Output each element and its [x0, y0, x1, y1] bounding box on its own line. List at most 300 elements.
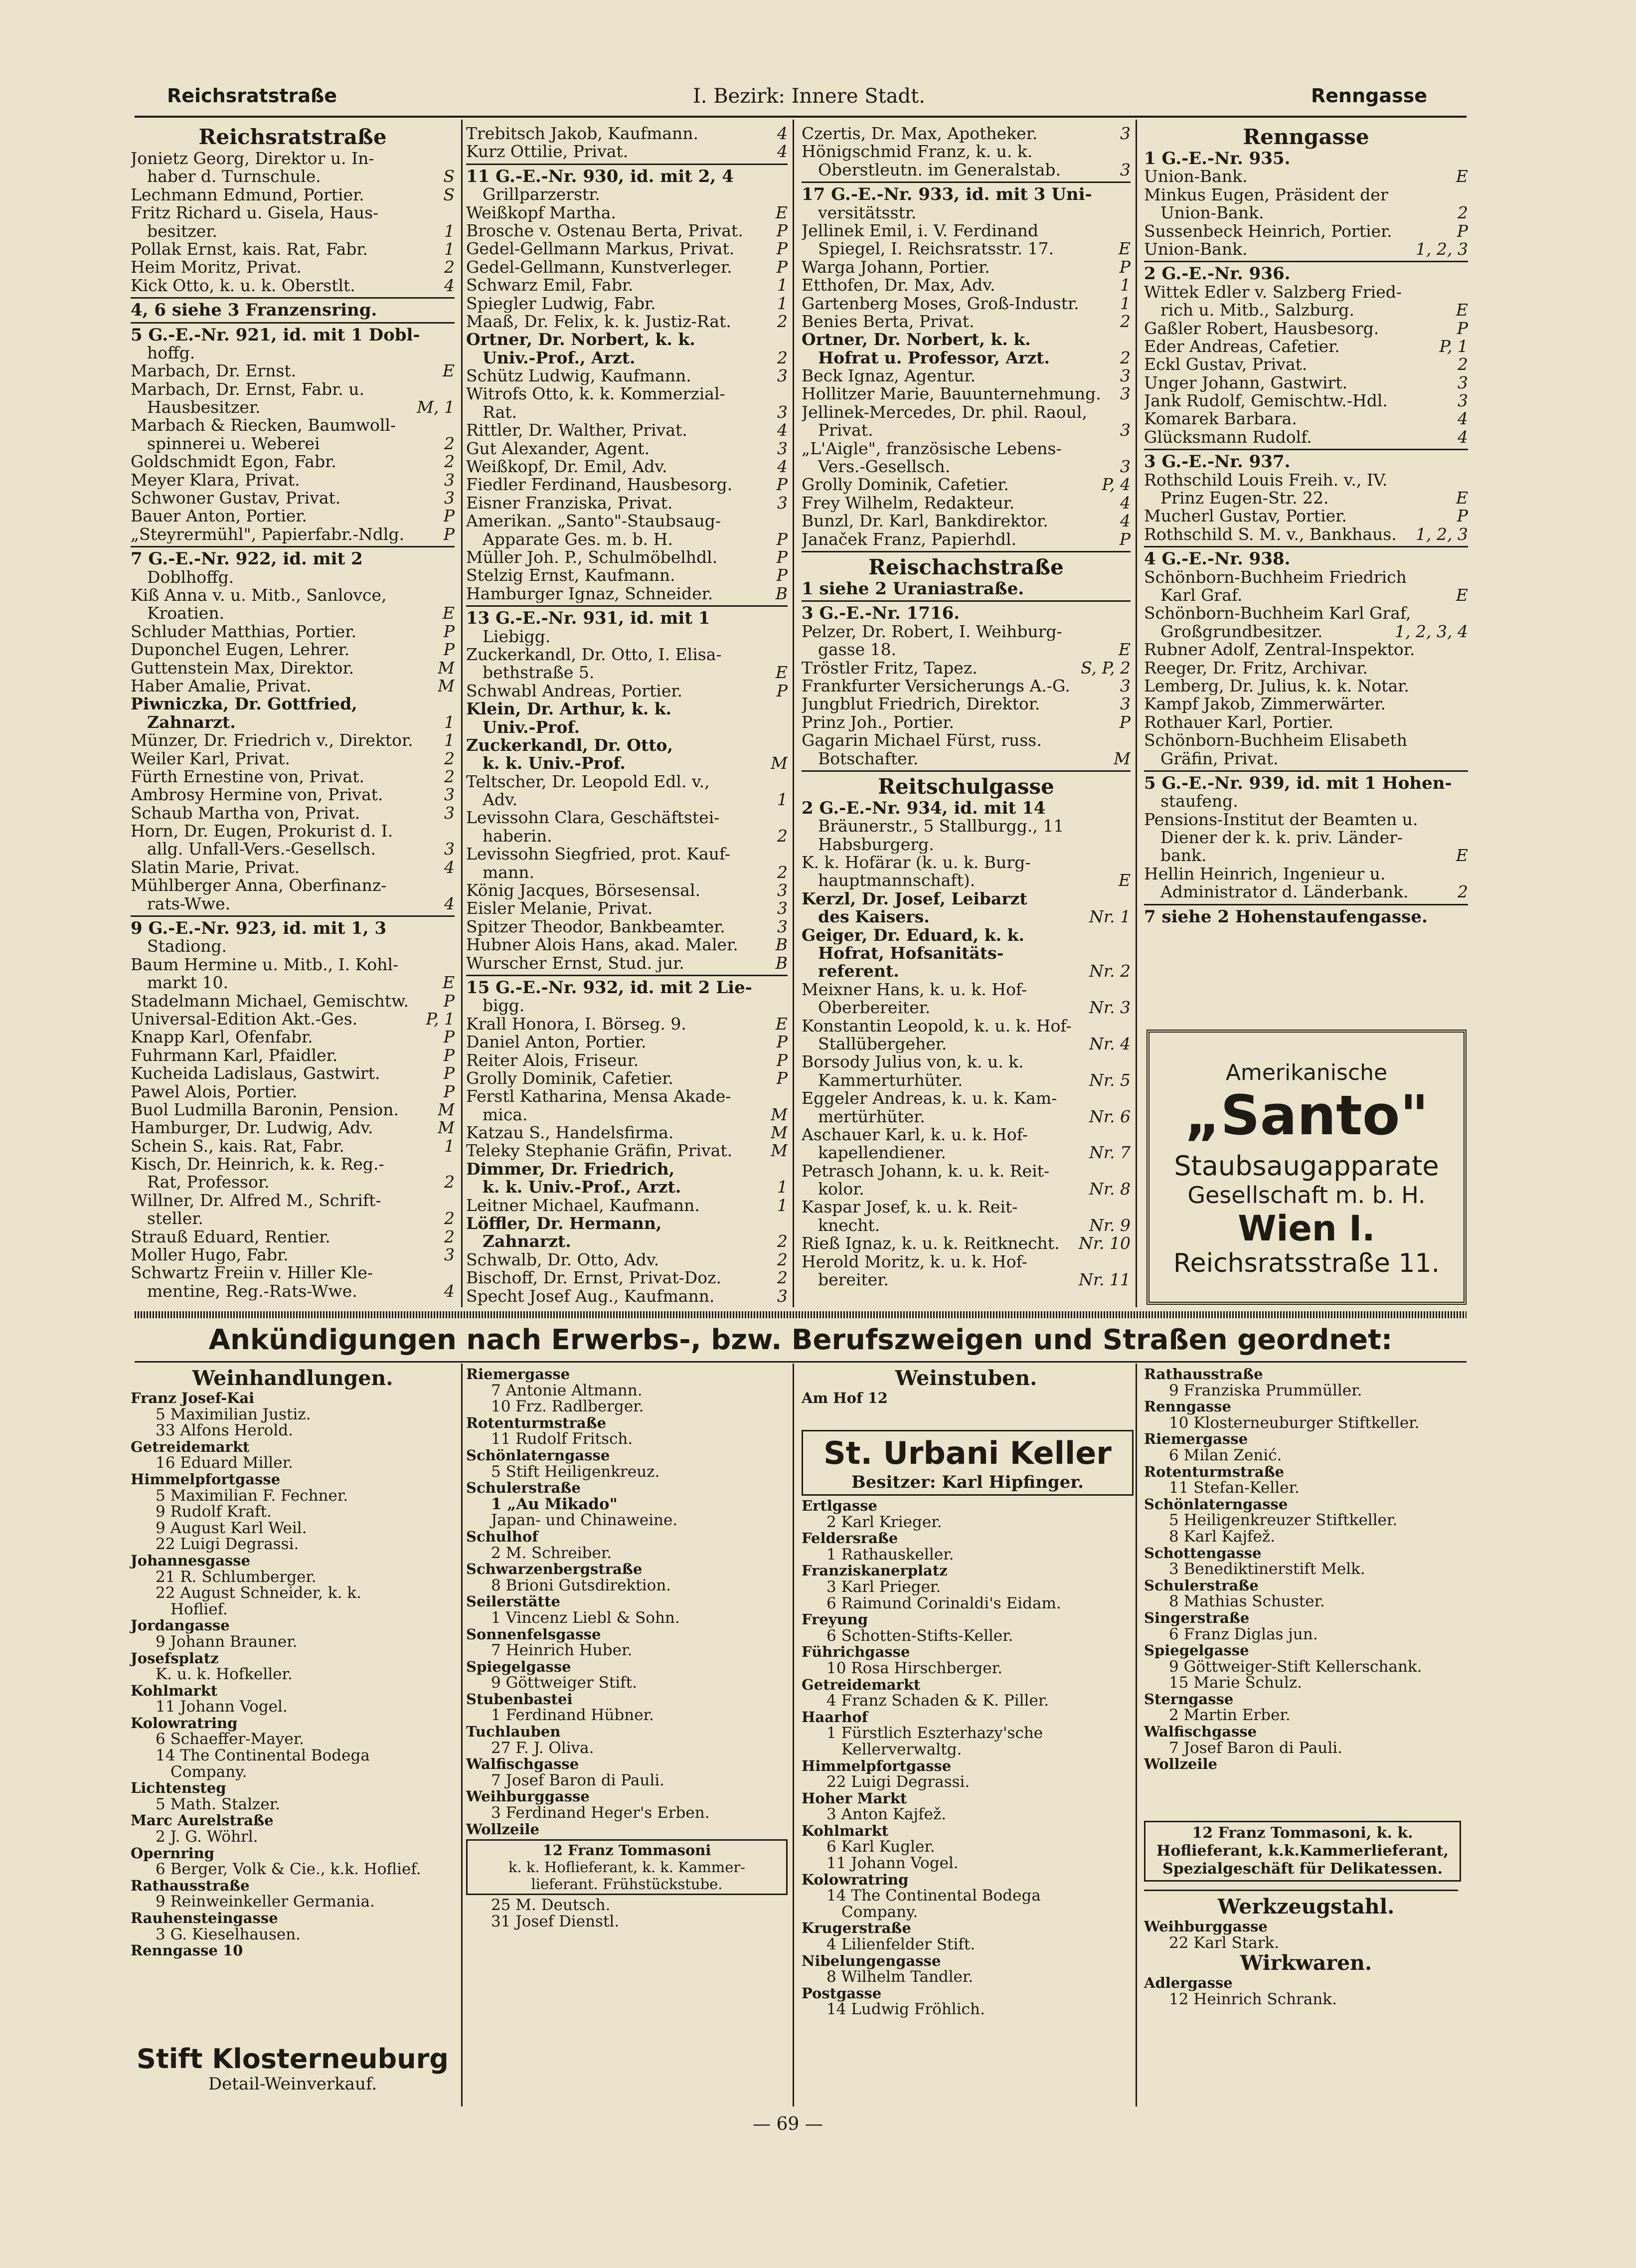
- business-entry: 10 Klosterneuburger Stiftkeller.: [1169, 1413, 1420, 1432]
- entry-text: Spiegler Ludwig, Fabr.: [466, 294, 656, 313]
- directory-entry: [466, 1232, 788, 1250]
- floor-marker: Nr. 11: [1079, 1271, 1131, 1289]
- entry-separator: [1144, 770, 1468, 772]
- entry-text: Schönborn-Buchheim Friedrich: [1144, 568, 1407, 586]
- entry-text: Frankfurter Versicherungs A.-G.: [802, 677, 1070, 696]
- klosterneuburg-ad-line-2: Detail-Weinverkauf.: [208, 2074, 377, 2094]
- entry-text: Spiegel, I. Reichsratsstr. 17.: [802, 240, 1054, 258]
- business-entry: 9 Rudolf Kraft.: [156, 1503, 272, 1521]
- directory-entry: [131, 937, 455, 955]
- entry-text: Maaß, Dr. Felix, k. k. Justiz-Rat.: [466, 312, 731, 331]
- directory-entry: [1144, 695, 1468, 713]
- directory-entry: [466, 773, 788, 791]
- santo-advertisement: [1146, 1030, 1467, 1305]
- entry-text: Leitner Michael, Kaufmann.: [466, 1196, 700, 1215]
- entry-text: Pelzer, Dr. Robert, I. Weihburg-: [802, 622, 1062, 641]
- business-entry: 9 Reinweinkeller Germania.: [156, 1893, 375, 1911]
- directory-entry: [1144, 240, 1468, 258]
- entry-text: Haber Amalie, Privat.: [131, 677, 312, 696]
- directory-entry: [802, 385, 1131, 403]
- directory-entry: [1144, 829, 1468, 847]
- business-entry: 3 Benediktinerstift Melk.: [1169, 1560, 1365, 1578]
- floor-marker: [1127, 981, 1131, 999]
- entry-text: Schwoner Gustav, Privat.: [131, 489, 341, 508]
- floor-marker: 3: [1458, 392, 1468, 410]
- directory-entry: [131, 956, 455, 974]
- floor-marker: [451, 568, 455, 586]
- entry-text: Schwartz Freiin v. Hiller Kle-: [131, 1264, 373, 1282]
- entry-text: Kampf Jakob, Zimmerwärter.: [1144, 695, 1386, 713]
- entry-text: Lemberg, Dr. Julius, k. k. Notar.: [1144, 677, 1409, 696]
- entry-text: Marbach, Dr. Ernst.: [131, 362, 297, 380]
- entry-text: Mucherl Gustav, Portier.: [1144, 507, 1347, 525]
- floor-marker: P, 1: [426, 1010, 455, 1029]
- floor-marker: 1: [777, 791, 788, 809]
- floor-marker: P: [776, 530, 788, 548]
- street-label: Riemergasse: [1144, 1430, 1248, 1448]
- entry-text: Hamburger Ignaz, Schneider.: [466, 584, 713, 603]
- floor-marker: 3: [1458, 373, 1468, 392]
- floor-marker: 1, 2, 3: [1416, 240, 1468, 259]
- entry-text: Czertis, Dr. Max, Apotheker.: [802, 125, 1038, 143]
- directory-entry: [1144, 525, 1468, 543]
- entry-text: Rothauer Karl, Portier.: [1144, 713, 1334, 732]
- directory-entry: [131, 1010, 455, 1028]
- directory-entry: [131, 659, 455, 677]
- entry-text: bank.: [1144, 847, 1207, 865]
- entry-text: Rat, Professor.: [131, 1173, 270, 1192]
- floor-marker: 3: [777, 917, 788, 936]
- directory-entry: [802, 1253, 1131, 1271]
- directory-entry: [1144, 410, 1468, 428]
- floor-marker: [451, 586, 455, 604]
- floor-marker: E: [775, 203, 788, 222]
- floor-marker: Nr. 8: [1089, 1180, 1131, 1199]
- floor-marker: P: [1457, 507, 1468, 525]
- directory-entry: [466, 997, 788, 1015]
- entry-text: 7 G.-E.-Nr. 922, id. mit 2: [131, 550, 363, 568]
- business-entry: 7 Josef Baron di Pauli.: [491, 1771, 665, 1789]
- floor-marker: 3: [444, 1246, 455, 1264]
- directory-entry: [1144, 623, 1468, 641]
- floor-marker: [1464, 677, 1468, 695]
- entry-text: Univ.-Prof., Arzt.: [466, 349, 636, 367]
- entry-text: Wittek Edler v. Salzberg Fried-: [1144, 283, 1402, 302]
- entry-text: Etthofen, Dr. Max, Adv.: [802, 276, 995, 295]
- directory-entry: [466, 1015, 788, 1033]
- entry-text: Jellinek Emil, i. V. Ferdinand: [802, 221, 1039, 240]
- floor-marker: [1464, 265, 1468, 283]
- business-entry: 1 Fürstlich Eszterhazy'sche: [826, 1724, 1043, 1743]
- entry-text: Schwabl Andreas, Portier.: [466, 682, 683, 700]
- directory-entry: [1144, 568, 1468, 586]
- directory-entry: [131, 1210, 455, 1227]
- business-entry-cont: Kellerverwaltg.: [841, 1740, 962, 1758]
- business-entry: 6 Karl Kugler.: [826, 1838, 935, 1856]
- floor-marker: 1, 2, 3, 4: [1395, 622, 1468, 641]
- floor-marker: [1127, 1126, 1131, 1144]
- directory-entry: [131, 750, 455, 768]
- directory-entry: [466, 954, 788, 972]
- floor-marker: P: [776, 548, 788, 567]
- street-label: Renngasse 10: [131, 1942, 243, 1959]
- directory-entry: [1144, 453, 1468, 471]
- directory-entry: [466, 899, 788, 917]
- tommasoni-box-right: [1144, 1821, 1461, 1882]
- entry-text: Reiter Alois, Friseur.: [466, 1051, 639, 1069]
- directory-entry: [802, 1053, 1131, 1071]
- floor-marker: S, P, 2: [1081, 659, 1131, 677]
- directory-entry: [466, 881, 788, 899]
- santo-ad-line-2: „Santo": [1184, 1083, 1429, 1147]
- business-entry: 5 Maximilian F. Fechner.: [156, 1486, 348, 1505]
- floor-marker: [1127, 1089, 1131, 1107]
- entry-text: 7 siehe 2 Hohenstaufengasse.: [1144, 907, 1428, 926]
- directory-entry: [466, 918, 788, 936]
- entry-text: Komarek Barbara.: [1144, 410, 1297, 428]
- floor-marker: S: [443, 168, 455, 186]
- floor-marker: [451, 150, 455, 168]
- directory-entry: [466, 682, 788, 700]
- floor-marker: [451, 380, 455, 398]
- floor-marker: M: [771, 1124, 788, 1142]
- floor-marker: P: [776, 1069, 788, 1088]
- entry-text: Brosche v. Ostenau Berta, Privat.: [466, 221, 743, 240]
- directory-entry: [1144, 471, 1468, 489]
- column-rule-3: [1136, 120, 1137, 1307]
- floor-marker: P: [1457, 222, 1468, 240]
- directory-entry: [466, 585, 788, 603]
- floor-marker: [1464, 186, 1468, 204]
- directory-entry: [1144, 550, 1468, 568]
- floor-marker: [1464, 908, 1468, 926]
- tommasoni-right-line-1: 12 Franz Tommasoni, k. k.: [1192, 1824, 1413, 1842]
- street-label: Josefsplatz: [131, 1649, 219, 1667]
- directory-entry: [131, 1137, 455, 1155]
- floor-marker: Nr. 2: [1089, 962, 1131, 981]
- directory-entry: [466, 845, 788, 863]
- entry-text: Univ.-Prof.: [466, 718, 580, 736]
- entry-text: Vers.-Gesellsch.: [802, 458, 951, 476]
- directory-entry: [131, 1047, 455, 1064]
- directory-entry: [131, 507, 455, 525]
- business-entry: 6 Franz Diglas jun.: [1169, 1625, 1318, 1643]
- ads-weinstuben-list: [802, 1498, 1131, 2018]
- entry-text: 1 G.-E.-Nr. 935.: [1144, 150, 1291, 168]
- entry-text: Pensions-Institut der Beamten u.: [1144, 810, 1418, 829]
- directory-entry: [802, 623, 1131, 641]
- street-label: Krugerstraße: [802, 1919, 911, 1937]
- street-label: Schottengasse: [1144, 1544, 1262, 1562]
- directory-entry: [1144, 774, 1468, 792]
- directory-entry: [1144, 811, 1468, 829]
- entry-text: Glücksmann Rudolf.: [1144, 428, 1312, 447]
- floor-marker: 4: [777, 458, 788, 476]
- floor-marker: [784, 646, 788, 664]
- floor-marker: [451, 822, 455, 840]
- street-label: Renngasse: [1144, 1398, 1231, 1415]
- directory-entry: [802, 125, 1131, 143]
- entry-text: Kucheida Ladislaus, Gastwirt.: [131, 1064, 380, 1083]
- floor-marker: [784, 718, 788, 736]
- floor-marker: [451, 344, 455, 362]
- directory-entry: [131, 695, 455, 713]
- entry-text: staufeng.: [1144, 792, 1238, 811]
- street-label: Walfischgasse: [1144, 1723, 1257, 1741]
- entry-text: 4 G.-E.-Nr. 938.: [1144, 550, 1291, 568]
- directory-entry: [131, 992, 455, 1010]
- floor-marker: [784, 512, 788, 530]
- directory-entry: [131, 876, 455, 894]
- business-entry: 22 Karl Stark.: [1169, 1933, 1280, 1952]
- directory-entry: [131, 623, 455, 641]
- entry-text: Union-Bank.: [1144, 168, 1248, 186]
- ads-column-rule-2: [793, 1364, 794, 2106]
- business-entry: 21 R. Schlumberger.: [156, 1568, 317, 1586]
- street-label: Führichgasse: [802, 1643, 910, 1661]
- entry-text: besitzer.: [131, 222, 217, 240]
- entry-text: Karl Graf.: [1144, 586, 1243, 605]
- entry-text: Hofrat, Hofsanitäts-: [802, 944, 1004, 963]
- floor-marker: 2: [444, 258, 455, 277]
- directory-entry: [131, 240, 455, 258]
- business-entry: 1 Rathauskeller.: [826, 1545, 954, 1564]
- entry-text: 13 G.-E.-Nr. 931, id. mit 1: [466, 609, 710, 628]
- floor-marker: 2: [444, 453, 455, 471]
- business-entry: 31 Josef Dienstl.: [491, 1912, 620, 1930]
- floor-marker: [1127, 403, 1131, 421]
- entry-text: Gartenberg Moses, Groß-Industr.: [802, 294, 1079, 313]
- directory-entry: [466, 367, 788, 385]
- floor-marker: P, 4: [1102, 476, 1131, 494]
- street-label: Schulhof: [466, 1528, 538, 1545]
- directory-entry: [802, 313, 1131, 331]
- directory-entry: [131, 1192, 455, 1210]
- street-label: Postgasse: [802, 1984, 882, 2002]
- entry-separator: [466, 605, 788, 607]
- business-entry: 5 Math. Stalzer.: [156, 1795, 280, 1813]
- floor-marker: 3: [444, 489, 455, 508]
- directory-entry: [802, 695, 1131, 713]
- business-entry: 6 Schotten-Stifts-Keller.: [826, 1626, 1013, 1645]
- directory-entry: [466, 754, 788, 772]
- entry-text: Ortner, Dr. Norbert, k. k.: [802, 331, 1031, 349]
- floor-marker: [1464, 865, 1468, 883]
- floor-marker: 2: [777, 1269, 788, 1287]
- business-entry: 12 Heinrich Schrank.: [1169, 1990, 1337, 2008]
- directory-entry: [802, 1089, 1131, 1107]
- directory-entry: [466, 1269, 788, 1287]
- directory-entry: [802, 295, 1131, 313]
- directory-entry: [802, 962, 1131, 980]
- floor-marker: P: [443, 1028, 455, 1047]
- street-label: Franziskanerplatz: [802, 1562, 948, 1579]
- klosterneuburg-ad: [131, 2044, 455, 2099]
- directory-entry: [131, 525, 455, 543]
- business-entry: 5 Maximilian Justiz.: [156, 1405, 311, 1423]
- floor-marker: [784, 979, 788, 997]
- directory-entry: [466, 864, 788, 881]
- directory-entry: [466, 276, 788, 294]
- floor-marker: [784, 1087, 788, 1105]
- entry-text: Schönborn-Buchheim Karl Graf,: [1144, 604, 1411, 623]
- street-label: Schulerstraße: [466, 1479, 581, 1497]
- entry-text: Moller Hugo, Fabr.: [131, 1246, 289, 1264]
- entry-text: Buol Ludmilla Baronin, Pension.: [131, 1100, 399, 1119]
- directory-entry: [131, 713, 455, 731]
- street-label: Wollzeile: [1144, 1755, 1217, 1773]
- floor-marker: 1: [777, 276, 788, 295]
- entry-text: Benies Berta, Privat.: [802, 312, 975, 331]
- floor-marker: [451, 204, 455, 222]
- directory-entry: [466, 1287, 788, 1305]
- directory-entry: [802, 799, 1131, 817]
- street-label: Kolowratring: [131, 1714, 238, 1732]
- floor-marker: M: [438, 659, 455, 677]
- directory-entry: [131, 186, 455, 204]
- directory-entry: [802, 677, 1131, 695]
- directory-entry: [131, 150, 455, 168]
- directory-entry: [802, 731, 1131, 749]
- floor-marker: 3: [1120, 161, 1131, 179]
- floor-marker: P: [443, 641, 455, 659]
- directory-entry: [466, 204, 788, 222]
- floor-marker: [784, 1215, 788, 1232]
- directory-entry: [1144, 301, 1468, 319]
- floor-marker: [784, 168, 788, 185]
- entry-text: 9 G.-E.-Nr. 923, id. mit 1, 3: [131, 919, 387, 938]
- directory-entry: [466, 530, 788, 548]
- business-entry: 6 Milan Zenić.: [1169, 1446, 1282, 1464]
- entry-text: mica.: [466, 1105, 528, 1124]
- entry-text: bethstraße 5.: [466, 664, 595, 682]
- floor-marker: E: [442, 362, 455, 380]
- directory-entry: [131, 586, 455, 604]
- floor-marker: P: [776, 240, 788, 258]
- business-entry: 5 Heiligenkreuzer Stiftkeller.: [1169, 1511, 1398, 1530]
- directory-entry: [1144, 338, 1468, 355]
- floor-marker: 1: [777, 1196, 788, 1215]
- floor-marker: 3: [777, 367, 788, 385]
- directory-entry: [466, 168, 788, 185]
- entry-text: Schönborn-Buchheim Elisabeth: [1144, 731, 1407, 750]
- directory-entry: [131, 222, 455, 240]
- floor-marker: 2: [1458, 883, 1468, 901]
- floor-marker: B: [775, 584, 788, 603]
- entry-text: hoffg.: [131, 344, 195, 362]
- entry-text: Gut Alexander, Agent.: [466, 439, 650, 458]
- entry-text: haberin.: [466, 827, 552, 846]
- business-entry: 11 Johann Vogel.: [826, 1854, 959, 1873]
- floor-marker: [1127, 1053, 1131, 1071]
- floor-marker: Nr. 9: [1089, 1216, 1131, 1235]
- directory-entry: [1144, 604, 1468, 622]
- floor-marker: M, 1: [417, 398, 455, 417]
- directory-entry: [802, 403, 1131, 421]
- business-entry: 11 Rudolf Fritsch.: [491, 1430, 633, 1448]
- entry-text: Ortner, Dr. Norbert, k. k.: [466, 331, 695, 349]
- directory-entry: [802, 349, 1131, 367]
- directory-entry: [1144, 186, 1468, 204]
- entry-text: Hönigschmid Franz, k. u. k.: [802, 143, 1033, 161]
- business-entry: 3 G. Kieselhausen.: [156, 1925, 301, 1943]
- entry-text: Tröstler Fritz, Tapez.: [802, 659, 978, 677]
- street-label: Haarhof: [802, 1708, 868, 1726]
- entry-text: Stelzig Ernst, Kaufmann.: [466, 566, 675, 585]
- entry-text: Bauer Anton, Portier.: [131, 507, 307, 525]
- street-heading: Reitschulgasse: [878, 774, 1054, 799]
- entry-text: Zahnarzt.: [466, 1232, 571, 1251]
- floor-marker: M: [438, 1119, 455, 1137]
- directory-entry: [466, 646, 788, 664]
- entry-text: Meixner Hans, k. u. k. Hof-: [802, 980, 1027, 999]
- directory-entry: [131, 974, 455, 992]
- floor-marker: E: [775, 1015, 788, 1034]
- floor-marker: 4: [444, 1282, 455, 1301]
- santo-ad-line-3: Staubsaugapparate: [1174, 1150, 1439, 1182]
- directory-entry: [466, 1197, 788, 1215]
- entry-text: markt 10.: [131, 974, 228, 992]
- entry-text: Mühlberger Anna, Oberfinanz-: [131, 876, 387, 895]
- directory-entry: [802, 276, 1131, 294]
- business-entry: 6 Schaeffer-Mayer.: [156, 1730, 304, 1748]
- ads-column-rule-3: [1136, 1364, 1137, 2106]
- business-entry: 8 Brioni Gutsdirektion.: [491, 1576, 671, 1594]
- entry-text: Willner, Dr. Alfred M., Schrift-: [131, 1191, 381, 1210]
- floor-marker: 3: [1120, 385, 1131, 403]
- directory-entry: [466, 1124, 788, 1142]
- entry-text: Stadelmann Michael, Gemischtw.: [131, 992, 409, 1010]
- floor-marker: 4: [1120, 494, 1131, 513]
- floor-marker: P: [776, 258, 788, 277]
- floor-marker: 3: [777, 881, 788, 900]
- directory-entry: [1144, 908, 1468, 926]
- entry-text: Eisner Franziska, Privat.: [466, 494, 673, 513]
- entry-text: Rubner Adolf, Zentral-Inspektor.: [1144, 641, 1415, 659]
- floor-marker: [1464, 568, 1468, 586]
- directory-entry: [802, 908, 1131, 926]
- floor-marker: 4: [1458, 410, 1468, 428]
- ads-weinstuben-cont: [1144, 1366, 1468, 1772]
- business-entry: 9 Johann Brauner.: [156, 1632, 298, 1651]
- floor-marker: [1127, 222, 1131, 240]
- entry-text: Kaspar Josef, k. u. k. Reit-: [802, 1198, 1018, 1217]
- directory-entry: [131, 1028, 455, 1046]
- directory-entry: [131, 731, 455, 749]
- directory-entry: [802, 944, 1131, 962]
- entry-text: Sussenbeck Heinrich, Portier.: [1144, 222, 1392, 240]
- category-heading: Werkzeugstahl.: [1217, 1895, 1395, 1919]
- directory-entry: [1144, 283, 1468, 301]
- directory-entry: [1144, 847, 1468, 865]
- business-entry: 8 Karl Kajfež.: [1169, 1527, 1276, 1546]
- directory-entry: [131, 380, 455, 398]
- entry-text: Kammerturhüter.: [802, 1071, 963, 1090]
- floor-marker: [1464, 453, 1468, 471]
- entry-text: haber d. Turnschule.: [131, 168, 321, 186]
- directory-entry: [802, 981, 1131, 999]
- floor-marker: 3: [444, 840, 455, 859]
- directory-entry: [131, 1064, 455, 1082]
- floor-marker: E: [1118, 240, 1131, 258]
- entry-text: Beck Ignaz, Agentur.: [802, 367, 976, 385]
- entry-separator: [1144, 261, 1468, 262]
- floor-marker: 2: [444, 1210, 455, 1228]
- street-label: Getreidemarkt: [131, 1438, 250, 1455]
- floor-marker: E: [1456, 847, 1468, 865]
- entry-text: Liebigg.: [466, 627, 551, 646]
- directory-entry: [1144, 750, 1468, 768]
